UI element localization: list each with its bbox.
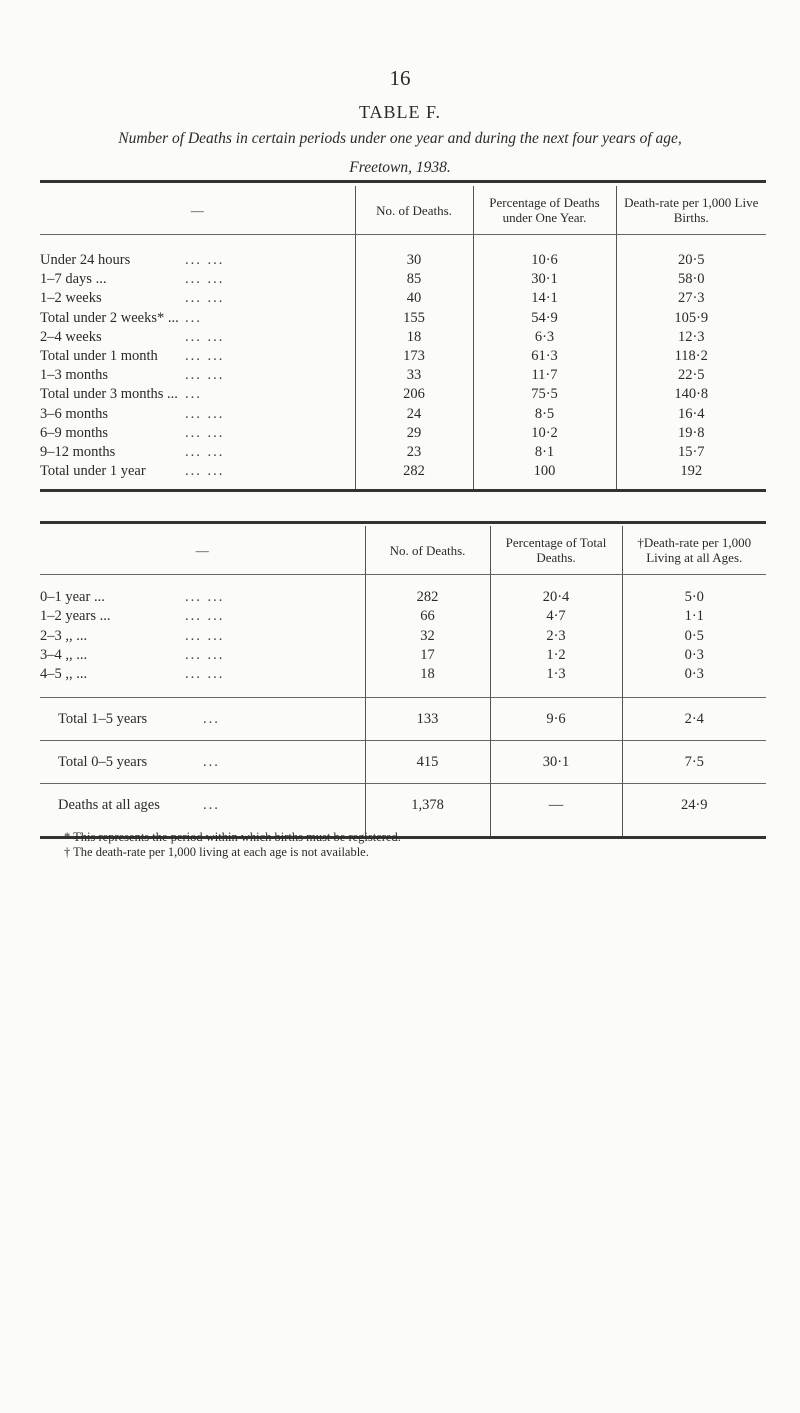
table-row xyxy=(40,698,766,741)
deaths-cell: 66 xyxy=(365,607,490,626)
row-label xyxy=(40,309,355,328)
percentage-cell: 1·3 xyxy=(490,665,622,684)
leader-dots: ... xyxy=(185,386,202,403)
percentage-cell: 8·1 xyxy=(473,443,616,462)
deaths-cell: 30 xyxy=(355,251,473,270)
leader-dots: ... ... xyxy=(185,348,225,365)
leader-dots: ... ... xyxy=(185,424,225,441)
table-row xyxy=(40,646,766,665)
row-label xyxy=(40,289,355,308)
row-label-text: 2–4 weeks xyxy=(40,328,102,345)
deaths-cell: 155 xyxy=(355,309,473,328)
death-rate-cell: 1·1 xyxy=(622,607,766,626)
leader-dots: ... ... xyxy=(185,589,225,605)
percentage-cell: 30·1 xyxy=(473,270,616,289)
death-rate-cell: 5·0 xyxy=(622,588,766,607)
death-rate-cell: 24·9 xyxy=(622,784,766,826)
death-rate-cell: 0·5 xyxy=(622,627,766,646)
infant-deaths-table xyxy=(40,180,766,492)
row-label-text: Total under 3 months ... xyxy=(40,386,178,403)
row-label-text: Total under 1 year xyxy=(40,463,146,480)
row-label-text: 1–2 weeks xyxy=(40,290,102,307)
row-label xyxy=(40,424,355,443)
row-label-text: 1–2 years ... xyxy=(40,608,111,625)
row-label-text: Total 0–5 years xyxy=(58,753,148,770)
deaths-cell: 85 xyxy=(355,270,473,289)
deaths-cell: 133 xyxy=(365,698,490,741)
table-row xyxy=(40,289,766,308)
deaths-cell: 24 xyxy=(355,405,473,424)
deaths-cell: 33 xyxy=(355,366,473,385)
deaths-cell: 40 xyxy=(355,289,473,308)
percentage-cell: 4·7 xyxy=(490,607,622,626)
death-rate-cell: 0·3 xyxy=(622,646,766,665)
table-subtitle: Number of Deaths in certain periods under one year and during the next four years of age, xyxy=(118,130,682,147)
column-header-deaths: No. of Deaths. xyxy=(355,186,473,234)
leader-dots: ... ... xyxy=(185,646,225,663)
column-header-percentage: Percentage of Deaths under One Year. xyxy=(473,186,616,234)
row-label xyxy=(40,462,355,481)
deaths-cell: 173 xyxy=(355,347,473,366)
row-label xyxy=(40,627,365,646)
death-rate-cell: 118·2 xyxy=(616,347,766,366)
death-rate-cell: 15·7 xyxy=(616,443,766,462)
death-rate-cell: 16·4 xyxy=(616,405,766,424)
death-rate-cell: 2·4 xyxy=(622,698,766,741)
table-row xyxy=(40,665,766,684)
percentage-cell: 9·6 xyxy=(490,698,622,741)
death-rate-cell: 22·5 xyxy=(616,366,766,385)
table-row xyxy=(40,627,766,646)
leader-dots: ... ... xyxy=(185,627,225,644)
percentage-cell: 6·3 xyxy=(473,328,616,347)
deaths-cell: 415 xyxy=(365,741,490,784)
deaths-cell: 1,378 xyxy=(365,784,490,826)
leader-dots: ... ... xyxy=(185,328,225,345)
death-rate-cell: 0·3 xyxy=(622,665,766,684)
row-label-text: 1–3 months xyxy=(40,367,109,384)
table-row xyxy=(40,270,766,289)
row-label xyxy=(40,665,365,684)
leader-dots: ... ... xyxy=(185,444,225,461)
row-label xyxy=(40,251,355,270)
table-row xyxy=(40,443,766,462)
percentage-cell: 30·1 xyxy=(490,741,622,784)
death-rate-cell: 192 xyxy=(616,462,766,481)
deaths-cell: 206 xyxy=(355,385,473,404)
deaths-cell: 17 xyxy=(365,646,490,665)
table-row xyxy=(40,385,766,404)
row-label xyxy=(40,443,355,462)
row-label xyxy=(40,270,355,289)
row-label-text: 3–6 months xyxy=(40,405,109,422)
table-row xyxy=(40,424,766,443)
footnote-death-rate: † The death-rate per 1,000 living at each age is not available. xyxy=(64,845,369,859)
leader-dots: ... ... xyxy=(185,405,225,422)
row-label xyxy=(40,328,355,347)
column-header-death-rate: †Death-rate per 1,000 Living at all Ages. xyxy=(622,526,766,574)
percentage-cell: 11·7 xyxy=(473,366,616,385)
row-label xyxy=(40,588,365,607)
deaths-cell: 29 xyxy=(355,424,473,443)
row-label xyxy=(40,405,355,424)
table-row xyxy=(40,347,766,366)
leader-dots: ... ... xyxy=(185,271,225,288)
table-row xyxy=(40,405,766,424)
footnotes xyxy=(64,830,401,860)
leader-dots: ... xyxy=(185,309,202,326)
row-label-text: Total 1–5 years xyxy=(58,710,148,727)
death-rate-cell: 27·3 xyxy=(616,289,766,308)
column-header-percentage: Percentage of Total Deaths. xyxy=(490,526,622,574)
row-label xyxy=(40,741,365,784)
percentage-cell: 10·2 xyxy=(473,424,616,443)
row-label xyxy=(40,698,365,741)
percentage-cell: 10·6 xyxy=(473,251,616,270)
percentage-cell: 100 xyxy=(473,462,616,481)
percentage-cell: 2·3 xyxy=(490,627,622,646)
leader-dots: ... ... xyxy=(185,608,225,625)
column-header-death-rate: Death-rate per 1,000 Live Births. xyxy=(616,186,766,234)
row-label xyxy=(40,607,365,626)
leader-dots: ... ... xyxy=(185,290,225,307)
deaths-cell: 23 xyxy=(355,443,473,462)
row-label-text: Under 24 hours xyxy=(40,252,131,268)
row-label xyxy=(40,385,355,404)
table-row xyxy=(40,607,766,626)
row-label-text: 1–7 days ... xyxy=(40,271,107,288)
row-label-text: 0–1 year ... xyxy=(40,589,105,605)
percentage-cell: 75·5 xyxy=(473,385,616,404)
row-label xyxy=(40,784,365,826)
table-row xyxy=(40,309,766,328)
table-row xyxy=(40,366,766,385)
table-subtitle-location: Freetown, 1938. xyxy=(349,159,451,176)
deaths-cell: 282 xyxy=(365,588,490,607)
leader-dots: ... xyxy=(203,796,220,813)
death-rate-cell: 105·9 xyxy=(616,309,766,328)
percentage-cell: 8·5 xyxy=(473,405,616,424)
row-label xyxy=(40,646,365,665)
death-rate-cell: 140·8 xyxy=(616,385,766,404)
row-label xyxy=(40,347,355,366)
table-row xyxy=(40,328,766,347)
table-row xyxy=(40,784,766,826)
deaths-cell: 18 xyxy=(355,328,473,347)
percentage-cell: 14·1 xyxy=(473,289,616,308)
percentage-cell: 61·3 xyxy=(473,347,616,366)
table-row xyxy=(40,251,766,270)
leader-dots: ... ... xyxy=(185,666,225,683)
table-row xyxy=(40,588,766,607)
column-header-deaths: No. of Deaths. xyxy=(365,526,490,574)
death-rate-cell: 58·0 xyxy=(616,270,766,289)
table-row xyxy=(40,741,766,784)
leader-dots: ... ... xyxy=(185,367,225,384)
row-label-text: 9–12 months xyxy=(40,444,116,461)
leader-dots: ... xyxy=(203,753,220,770)
deaths-cell: 18 xyxy=(365,665,490,684)
percentage-cell: 1·2 xyxy=(490,646,622,665)
leader-dots: ... ... xyxy=(185,252,225,268)
row-label-text: 2–3 ,, ... xyxy=(40,627,88,644)
row-label-text: Total under 1 month xyxy=(40,348,158,365)
row-label-text: 4–5 ,, ... xyxy=(40,666,88,683)
column-header-age: — xyxy=(195,542,209,558)
percentage-cell: — xyxy=(490,784,622,826)
row-label xyxy=(40,366,355,385)
deaths-cell: 32 xyxy=(365,627,490,646)
row-label-text: Deaths at all ages xyxy=(58,796,160,813)
deaths-cell: 282 xyxy=(355,462,473,481)
child-deaths-table xyxy=(40,521,766,839)
leader-dots: ... xyxy=(203,710,220,727)
leader-dots: ... ... xyxy=(185,463,225,480)
row-label-text: Total under 2 weeks* ... xyxy=(40,309,179,326)
death-rate-cell: 19·8 xyxy=(616,424,766,443)
column-header-period: — xyxy=(190,202,204,218)
row-label-text: 6–9 months xyxy=(40,424,109,441)
death-rate-cell: 20·5 xyxy=(616,251,766,270)
percentage-cell: 20·4 xyxy=(490,588,622,607)
table-row xyxy=(40,462,766,481)
footnote-registration: * This represents the period within which births must be registered. xyxy=(64,830,401,844)
percentage-cell: 54·9 xyxy=(473,309,616,328)
row-label-text: 3–4 ,, ... xyxy=(40,646,88,663)
death-rate-cell: 12·3 xyxy=(616,328,766,347)
page-number: 16 xyxy=(389,66,411,90)
table-title: TABLE F. xyxy=(358,102,442,122)
death-rate-cell: 7·5 xyxy=(622,741,766,784)
